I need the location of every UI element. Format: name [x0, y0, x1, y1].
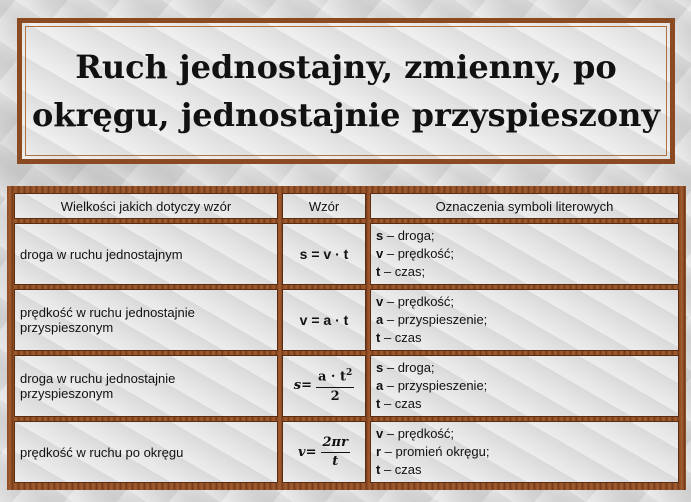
table-row [14, 289, 679, 351]
symbol: v [376, 294, 384, 309]
exponent: 2 [345, 368, 353, 379]
fraction-denominator: 2 [330, 388, 340, 404]
symbol-meaning: – droga; [383, 228, 435, 243]
symbol-meaning: – czas [380, 330, 422, 345]
symbol-meaning: – prędkość; [383, 294, 455, 309]
symbol-meaning: – czas; [380, 264, 426, 279]
symbol: v [376, 426, 384, 441]
fraction-numerator: $a \cdot t^2$ [316, 368, 354, 387]
row-formula [282, 355, 366, 417]
symbol: t [376, 462, 381, 477]
symbol-line [376, 461, 673, 479]
fraction [316, 368, 354, 403]
symbol: t [376, 330, 381, 345]
symbol-line [376, 245, 673, 263]
table-row [14, 355, 679, 417]
symbol-meaning: – prędkość; [383, 246, 455, 261]
page-title: Ruch jednostajny, zmienny, po okręgu, jednostajnie przyspieszony [32, 48, 660, 134]
symbol-meaning: – promień okręgu; [381, 444, 490, 459]
symbol: t [376, 396, 381, 411]
row-formula: v = a · t [282, 289, 366, 351]
row-formula: s = v · t [282, 223, 366, 285]
formula-table-frame [7, 186, 686, 490]
formula-table [10, 189, 683, 487]
header-formula: Wzór [282, 193, 366, 219]
symbol: v [376, 246, 384, 261]
symbol-line [376, 359, 673, 377]
symbol-meaning: – droga; [383, 360, 435, 375]
row-symbols [370, 289, 679, 351]
fraction-numerator: 2πr [321, 435, 350, 453]
symbol: s [376, 360, 384, 375]
symbol-line [376, 377, 673, 395]
row-symbols [370, 355, 679, 417]
formula-lhs: v [298, 444, 306, 460]
symbol-line [376, 395, 673, 413]
table-row [14, 421, 679, 483]
symbol-meaning: – prędkość; [383, 426, 455, 441]
symbol: s [376, 228, 384, 243]
table-row [14, 223, 679, 285]
symbol: a [376, 312, 384, 327]
row-quantity: prędkość w ruchu jednostajnie przyspieszonym [14, 289, 278, 351]
header-quantity: Wielkości jakich dotyczy wzór [14, 193, 278, 219]
symbol-line [376, 293, 673, 311]
symbol: a [376, 378, 384, 393]
row-formula [282, 421, 366, 483]
symbol-line [376, 263, 673, 281]
title-frame [17, 18, 675, 164]
table-header-row [14, 193, 679, 219]
fraction-denominator: t [332, 454, 339, 469]
formula-lhs: s [293, 378, 302, 394]
symbol-line [376, 227, 673, 245]
fraction-formula [298, 435, 350, 469]
row-quantity: droga w ruchu jednostajnym [14, 223, 278, 285]
row-quantity: prędkość w ruchu po okręgu [14, 421, 278, 483]
fraction-formula [294, 368, 355, 403]
header-symbols: Oznaczenia symboli literowych [370, 193, 679, 219]
symbol-meaning: – przyspieszenie; [383, 312, 488, 327]
symbol-meaning: – przyspieszenie; [383, 378, 488, 393]
row-symbols [370, 223, 679, 285]
formula-equals: = [305, 444, 317, 460]
fraction [321, 435, 350, 469]
symbol: r [376, 444, 382, 459]
symbol-line [376, 329, 673, 347]
symbol-line [376, 311, 673, 329]
symbol-line [376, 425, 673, 443]
symbol: t [376, 264, 381, 279]
formula-equals: = [301, 378, 312, 394]
symbol-line [376, 443, 673, 461]
row-quantity: droga w ruchu jednostajnie przyspieszonym [14, 355, 278, 417]
symbol-meaning: – czas [380, 462, 422, 477]
row-symbols [370, 421, 679, 483]
symbol-meaning: – czas [380, 396, 422, 411]
